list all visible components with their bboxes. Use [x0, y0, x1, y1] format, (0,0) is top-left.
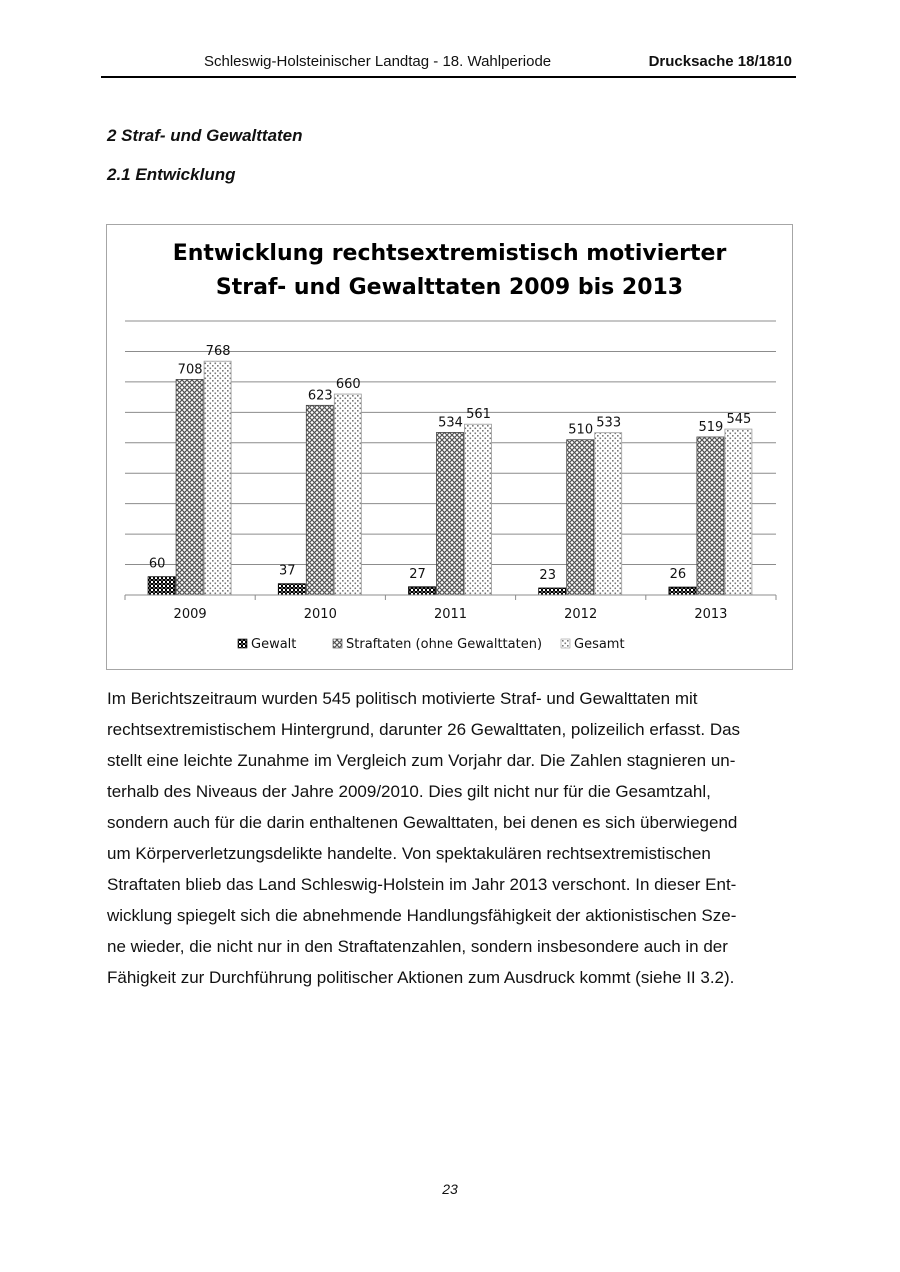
data-label: 510 [568, 422, 594, 438]
legend-swatch [238, 639, 247, 648]
body-line: um Körperverletzungsdelikte handelte. Von spektakulären rechtsextremistischen [107, 844, 711, 863]
x-tick-label: 2013 [694, 607, 728, 622]
legend-label: Gewalt [251, 637, 297, 652]
header-doc-ref: Drucksache 18/1810 [648, 53, 792, 70]
body-paragraph [107, 683, 787, 993]
x-tick-label: 2011 [433, 607, 468, 622]
bar-gesamt [725, 429, 752, 595]
page-header [101, 50, 796, 78]
body-line: rechtsextremistischem Hintergrund, darunter 26 Gewalttaten, polizeilich erfasst. Das [107, 720, 741, 739]
x-tick-label: 2012 [564, 607, 598, 622]
subsection-heading: 2.1 Entwicklung [107, 165, 236, 184]
bar-straftaten [437, 432, 464, 595]
legend-label: Gesamt [574, 637, 625, 652]
chart-title-line-2: Straf- und Gewalttaten 2009 bis 2013 [215, 275, 684, 300]
data-label: 623 [307, 388, 333, 404]
data-label: 534 [438, 415, 463, 431]
body-line: Fähigkeit zur Durchführung politischer Aktionen zum Ausdruck kommt (siehe II 3.2). [107, 968, 735, 987]
x-tick-label: 2009 [173, 607, 207, 622]
bar-gewalt [539, 588, 566, 595]
body-line: Im Berichtszeitraum wurden 545 politisch motivierte Straf- und Gewalttaten mit [107, 689, 698, 708]
data-label: 561 [466, 407, 491, 423]
page-number: 23 [442, 1181, 458, 1197]
legend-swatch [333, 639, 342, 648]
legend-swatch [561, 639, 570, 648]
body-line: Straftaten blieb das Land Schleswig-Holstein im Jahr 2013 verschont. In dieser Ent- [107, 875, 737, 894]
data-label: 533 [596, 415, 622, 431]
bar-straftaten [697, 437, 724, 595]
body-line: sondern auch für die darin enthaltenen Gewalttaten, bei denen es sich überwiegend [107, 813, 738, 832]
chart-figure [106, 224, 793, 670]
data-label: 26 [669, 567, 687, 583]
data-label: 23 [539, 567, 556, 583]
bar-gesamt [204, 361, 231, 595]
bar-straftaten [306, 405, 333, 595]
bar-gewalt [148, 577, 175, 595]
section-heading: 2 Straf- und Gewalttaten [107, 126, 303, 145]
bar-straftaten [176, 379, 203, 595]
body-line: terhalb des Niveaus der Jahre 2009/2010. Dies gilt nicht nur für die Gesamtzahl, [107, 782, 711, 801]
body-line: stellt eine leichte Zunahme im Vergleich zum Vorjahr dar. Die Zahlen stagnieren un- [107, 751, 736, 770]
bar-straftaten [567, 440, 594, 595]
body-line: wicklung spiegelt sich die abnehmende Handlungsfähigkeit der aktionistischen Sze- [107, 906, 737, 925]
bar-gewalt [409, 587, 436, 595]
bar-gewalt [278, 584, 305, 595]
bar-gewalt [669, 587, 696, 595]
data-label: 660 [335, 377, 361, 393]
body-line: ne wieder, die nicht nur in den Straftatenzahlen, sondern insbesondere auch in der [107, 937, 728, 956]
data-label: 27 [409, 566, 426, 582]
data-label: 545 [726, 412, 752, 428]
data-label: 708 [177, 362, 203, 378]
data-label: 60 [148, 556, 166, 572]
legend-label: Straftaten (ohne Gewalttaten) [346, 637, 543, 652]
bar-gesamt [334, 394, 361, 595]
bar-gesamt [465, 424, 492, 595]
bar-chart [107, 225, 792, 669]
bar-gesamt [595, 433, 622, 595]
header-title: Schleswig-Holsteinischer Landtag - 18. Wahlperiode [204, 53, 552, 70]
x-tick-label: 2010 [303, 607, 337, 622]
data-label: 768 [205, 344, 231, 360]
data-label: 37 [279, 563, 296, 579]
chart-title-line-1: Entwicklung rechtsextremistisch motivierter [172, 241, 727, 266]
data-label: 519 [698, 419, 724, 435]
